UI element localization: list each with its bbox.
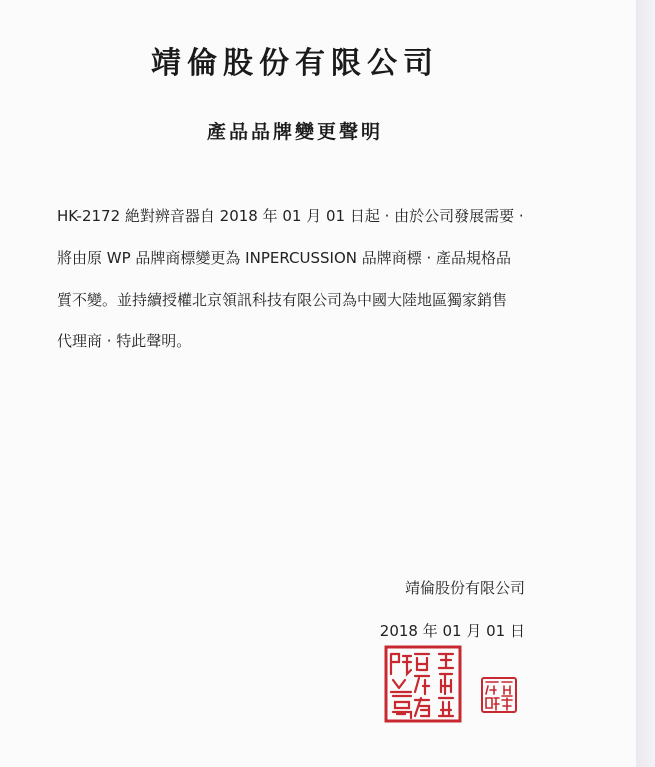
company-seal-icon	[383, 644, 463, 724]
page-edge	[636, 0, 655, 767]
document-title: 靖倫股份有限公司	[151, 46, 439, 81]
body-line-2: 將由原 WP 品牌商標變更為 INPERCUSSION 品牌商標 · 產品規格品	[57, 249, 512, 267]
body-line-1: HK-2172 絶對辨音器自 2018 年 01 月 01 日起 · 由於公司發展需要 ·	[57, 207, 524, 225]
signature-company: 靖倫股份有限公司	[404, 579, 525, 597]
signature-date: 2018 年 01 月 01 日	[379, 622, 525, 640]
body-line-3: 質不變。並持續授權北京領訊科技有限公司為中國大陸地區獨家銷售	[57, 291, 508, 309]
personal-seal-icon	[480, 676, 518, 714]
document-subtitle: 產品品牌變更聲明	[206, 121, 383, 143]
body-line-4: 代理商 · 特此聲明。	[57, 332, 192, 350]
